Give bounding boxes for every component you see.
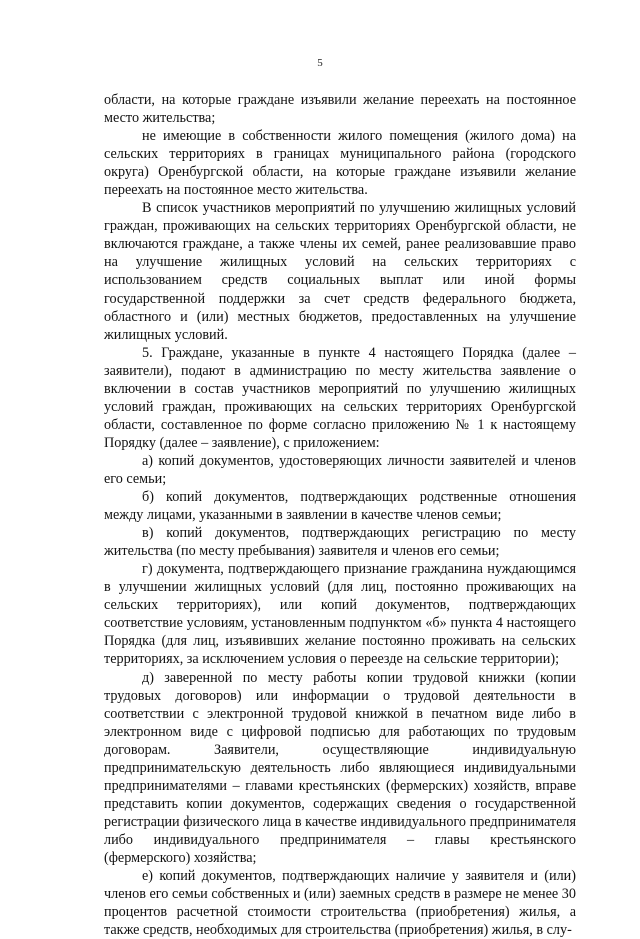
paragraph-residence-continuation: области, на которые граждане изъявили желание переехать на постоянное место жительства; bbox=[104, 92, 576, 127]
paragraph-subitem-g: г) документа, подтверждающего признание гражданина нуждающимся в улучшении жилищных условий (для лиц, постоянно проживающих на сельских территориях), или копий документов, подтверждающих соответствие условиям, установленным подпунктом «б» пункта 4 настоящего Порядка (для лиц, изъявивших желание постоянно проживать на сельских территориях, за исключением условия о переезде на сельские территории); bbox=[104, 561, 576, 668]
paragraph-item-5-application: 5. Граждане, указанные в пункте 4 настоящего Порядка (далее – заявители), подают в администрацию по месту жительства заявление о включении в состав участников мероприятий по улучшению жилищных условий граждан, проживающих на сельских территориях Оренбургской области, составленное по форме согласно приложению № 1 к настоящему Порядку (далее – заявление), с приложением: bbox=[104, 344, 576, 451]
paragraph-subitem-d: д) заверенной по месту работы копии трудовой книжки (копии трудовых договоров) или информации о трудовой деятельности в соответствии с электронной трудовой книжкой в печатном виде либо в электронном виде с цифровой подписью для работающих по трудовым договорам. Заявители, осуществляющие индивидуальную предпринимательскую деятельность либо являющиеся индивидуальными предпринимателями – главами крестьянских (фермерских) хозяйств, вправе представить копии документов, содержащих сведения о государственной регистрации физического лица в качестве индивидуального предпринимателя либо индивидуального предпринимателя – главы крестьянского (фермерского) хозяйства; bbox=[104, 669, 576, 866]
document-body bbox=[104, 91, 576, 939]
paragraph-subitem-v: в) копий документов, подтверждающих регистрацию по месту жительства (по месту пребывания) заявителя и членов его семьи; bbox=[104, 525, 576, 560]
paragraph-exclusion-from-list: В список участников мероприятий по улучшению жилищных условий граждан, проживающих на сельских территориях Оренбургской области, не включаются граждане, а также члены их семей, ранее реализовавшие право на улучшение жилищных условий на сельских территориях с использованием средств социальных выплат или иной формы государственной поддержки за счет средств федерального бюджета, областного и (или) местных бюджетов, предоставленных на улучшение жилищных условий. bbox=[104, 200, 576, 343]
page-number: 5 bbox=[317, 57, 323, 69]
paragraph-subitem-e: е) копий документов, подтверждающих наличие у заявителя и (или) членов его семьи собственных и (или) заемных средств в размере не менее 30 процентов расчетной стоимости строительства (приобретения) жилья, а также средств, необходимых для строительства (приобретения) жилья, в слу- bbox=[104, 868, 576, 939]
paragraph-no-housing-ownership: не имеющие в собственности жилого помещения (жилого дома) на сельских территориях в границах муниципального района (городского округа) Оренбургской области, на которые граждане изъявили желание переехать на постоянное место жительства. bbox=[104, 128, 576, 199]
paragraph-subitem-b: б) копий документов, подтверждающих родственные отношения между лицами, указанными в заявлении в качестве членов семьи; bbox=[104, 489, 576, 524]
paragraph-subitem-a: а) копий документов, удостоверяющих личности заявителей и членов его семьи; bbox=[104, 452, 576, 487]
